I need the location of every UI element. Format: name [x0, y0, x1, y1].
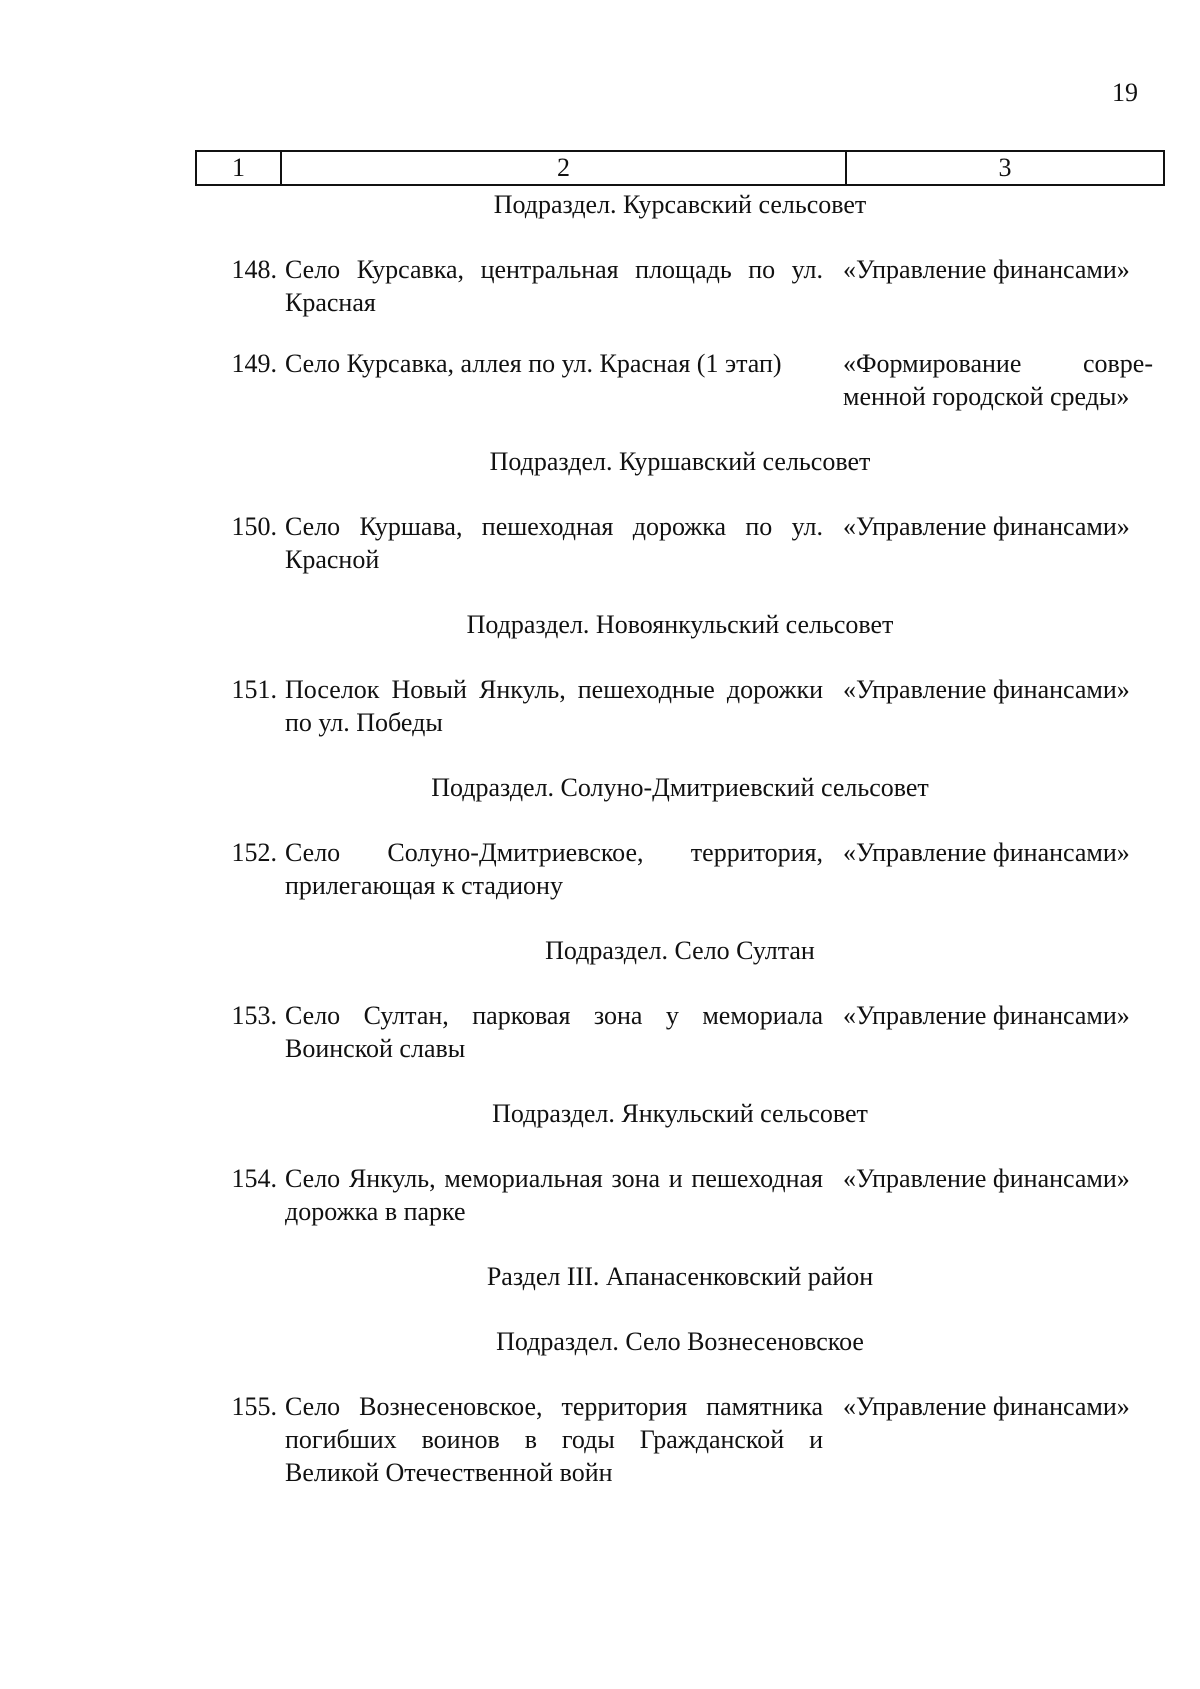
row-description: Село Янкуль, мемориальная зона и пешеходная дорожка в парке: [285, 1164, 823, 1226]
row-program: «Управление финансами»: [843, 838, 1130, 867]
table-row: [200, 253, 1160, 319]
row-description: Село Султан, парковая зона у мемориала Воинской славы: [285, 1001, 823, 1063]
subsection-title: Подраздел. Солуно-Дмитриевский сельсовет: [431, 773, 929, 802]
row-number: 149.: [231, 349, 277, 378]
subsection-title: Подраздел. Село Султан: [545, 936, 815, 965]
row-number: 150.: [231, 512, 277, 541]
row-description: Село Вознесеновское, территория памятника погибших воинов в годы Гражданской и Великой Отечественной войн: [285, 1392, 823, 1487]
row-number: 152.: [231, 838, 277, 867]
row-description: Село Солуно-Дмитриевское, территория, прилегающая к стадиону: [285, 838, 823, 900]
section-title: Раздел III. Апанасенковский район: [486, 1262, 874, 1291]
row-number: 151.: [231, 675, 277, 704]
header-col-3: 3: [998, 153, 1012, 182]
row-program: «Формирование современной городской среды»: [843, 349, 1153, 411]
header-col-1: 1: [197, 152, 282, 184]
row-program: «Управление финансами»: [843, 675, 1130, 704]
row-description: Поселок Новый Янкуль, пешеходные дорожки по ул. Победы: [285, 675, 823, 737]
table-row: [200, 1162, 1160, 1228]
subsection-title: Подраздел. Янкульский сельсовет: [492, 1099, 868, 1128]
row-number: 148.: [231, 255, 277, 284]
table-row: [200, 510, 1160, 576]
table-row: [200, 347, 1160, 413]
subsection-title: Подраздел. Новоянкульский сельсовет: [466, 610, 894, 639]
table-row: [200, 1390, 1160, 1489]
row-program: «Управление финансами»: [843, 1164, 1130, 1193]
row-description: Село Куршава, пешеходная дорожка по ул. Красной: [285, 512, 823, 574]
table-row: [200, 836, 1160, 902]
row-number: 155.: [231, 1392, 277, 1421]
document-body: [200, 188, 1160, 1489]
table-row: [200, 673, 1160, 739]
row-program: «Управление финансами»: [843, 255, 1130, 284]
row-description: Село Курсавка, центральная площадь по ул. Красная: [285, 255, 823, 317]
row-number: 153.: [231, 1001, 277, 1030]
row-program: «Управление финансами»: [843, 1392, 1130, 1421]
header-col-2: 2: [282, 152, 847, 184]
subsection-title: Подраздел. Курсавский сельсовет: [493, 190, 867, 219]
page-number: 19: [1112, 78, 1138, 107]
subsection-title: Подраздел. Село Вознесеновское: [496, 1327, 864, 1356]
subsection-title: Подраздел. Куршавский сельсовет: [489, 447, 871, 476]
row-description: Село Курсавка, аллея по ул. Красная (1 этап): [285, 349, 782, 378]
row-program: «Управление финансами»: [843, 512, 1130, 541]
table-row: [200, 999, 1160, 1065]
table-header: [195, 150, 1165, 186]
row-number: 154.: [231, 1164, 277, 1193]
row-program: «Управление финансами»: [843, 1001, 1130, 1030]
